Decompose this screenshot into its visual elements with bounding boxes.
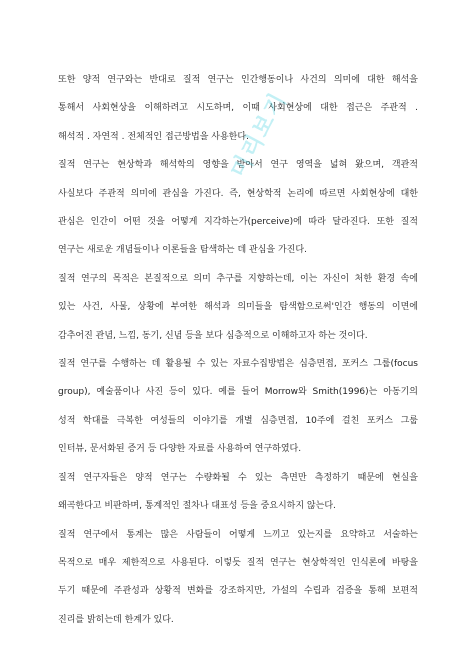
text-line: 진리를 밝히는데 한계가 있다. bbox=[58, 614, 174, 625]
text-line: 또한 양적 연구와는 반대로 질적 연구는 인간행동이나 사건의 의미에 대한 해석을 bbox=[58, 75, 418, 85]
text-line: 연구는 새로운 개념들이나 이론들을 탐색하는 데 관심을 가진다. bbox=[58, 245, 307, 256]
text-line: 목적으로 매우 제한적으로 사용된다. 이렇듯 질적 연구는 현상학적인 인식론에 바탕을 bbox=[58, 557, 418, 568]
text-line: 사실보다 주관적 의미에 관심을 가진다. 즉, 현상학적 논리에 따르면 사회현상에 대한 bbox=[58, 188, 418, 199]
text-line: 왜곡한다고 비판하며, 통계적인 절차나 대표성 등을 중요시하지 않는다. bbox=[58, 501, 336, 512]
text-line: group), 예술품이나 사진 등이 있다. 예를 들어 Morrow와 Smith(1996)는 아동기의 bbox=[58, 387, 418, 398]
text-line: 두기 때문에 주관성과 상황적 변화를 강조하지만, 가설의 수립과 검증을 통해 보편적 bbox=[58, 586, 418, 597]
text-line: 질적 연구는 현상학과 해석학의 영향을 받아서 연구 영역을 넓혀 왔으며, 객관적 bbox=[58, 160, 418, 171]
body-text bbox=[58, 66, 418, 634]
preview-watermark: 미리보기 bbox=[226, 88, 293, 183]
text-line: 인터뷰, 문서화된 증거 등 다양한 자료를 사용하여 연구하였다. bbox=[58, 444, 302, 455]
text-line: 성적 학대를 극복한 여성들의 이야기를 개별 심층면접, 10주에 걸친 포커스 그룹 bbox=[58, 415, 418, 426]
text-line: 해석적 . 자연적 . 전체적인 접근방법을 사용한다. bbox=[58, 131, 249, 142]
text-line: 통해서 사회현상을 이해하려고 시도하며, 이때 사회현상에 대한 접근은 주관적 . bbox=[58, 103, 418, 114]
text-line: 관심은 인간이 어떤 것을 어떻게 지각하는가(perceive)에 따라 달라진다. 또한 질적 bbox=[58, 217, 418, 228]
text-line: 질적 연구에서 통계는 많은 사람들이 어떻게 느끼고 있는지를 요약하고 서술하는 bbox=[58, 529, 418, 540]
text-line: 감추어진 관념, 느낌, 동기, 신념 등을 보다 심층적으로 이해하고자 하는 것이다. bbox=[58, 330, 368, 341]
text-line: 질적 연구의 목적은 본질적으로 의미 추구를 지향하는데, 이는 자신이 처한 환경 속에 bbox=[58, 273, 418, 284]
text-line: 질적 연구를 수행하는 데 활용될 수 있는 자료수집방법은 심층면접, 포커스 그룹(focus bbox=[58, 359, 418, 370]
text-line: 질적 연구자들은 양적 연구는 수량화될 수 있는 측면만 측정하기 때문에 현실을 bbox=[58, 472, 418, 483]
text-line: 있는 사건, 사물, 상황에 부여한 해석과 의미들을 탐색함으로써'인간 행동의 이면에 bbox=[58, 302, 418, 313]
